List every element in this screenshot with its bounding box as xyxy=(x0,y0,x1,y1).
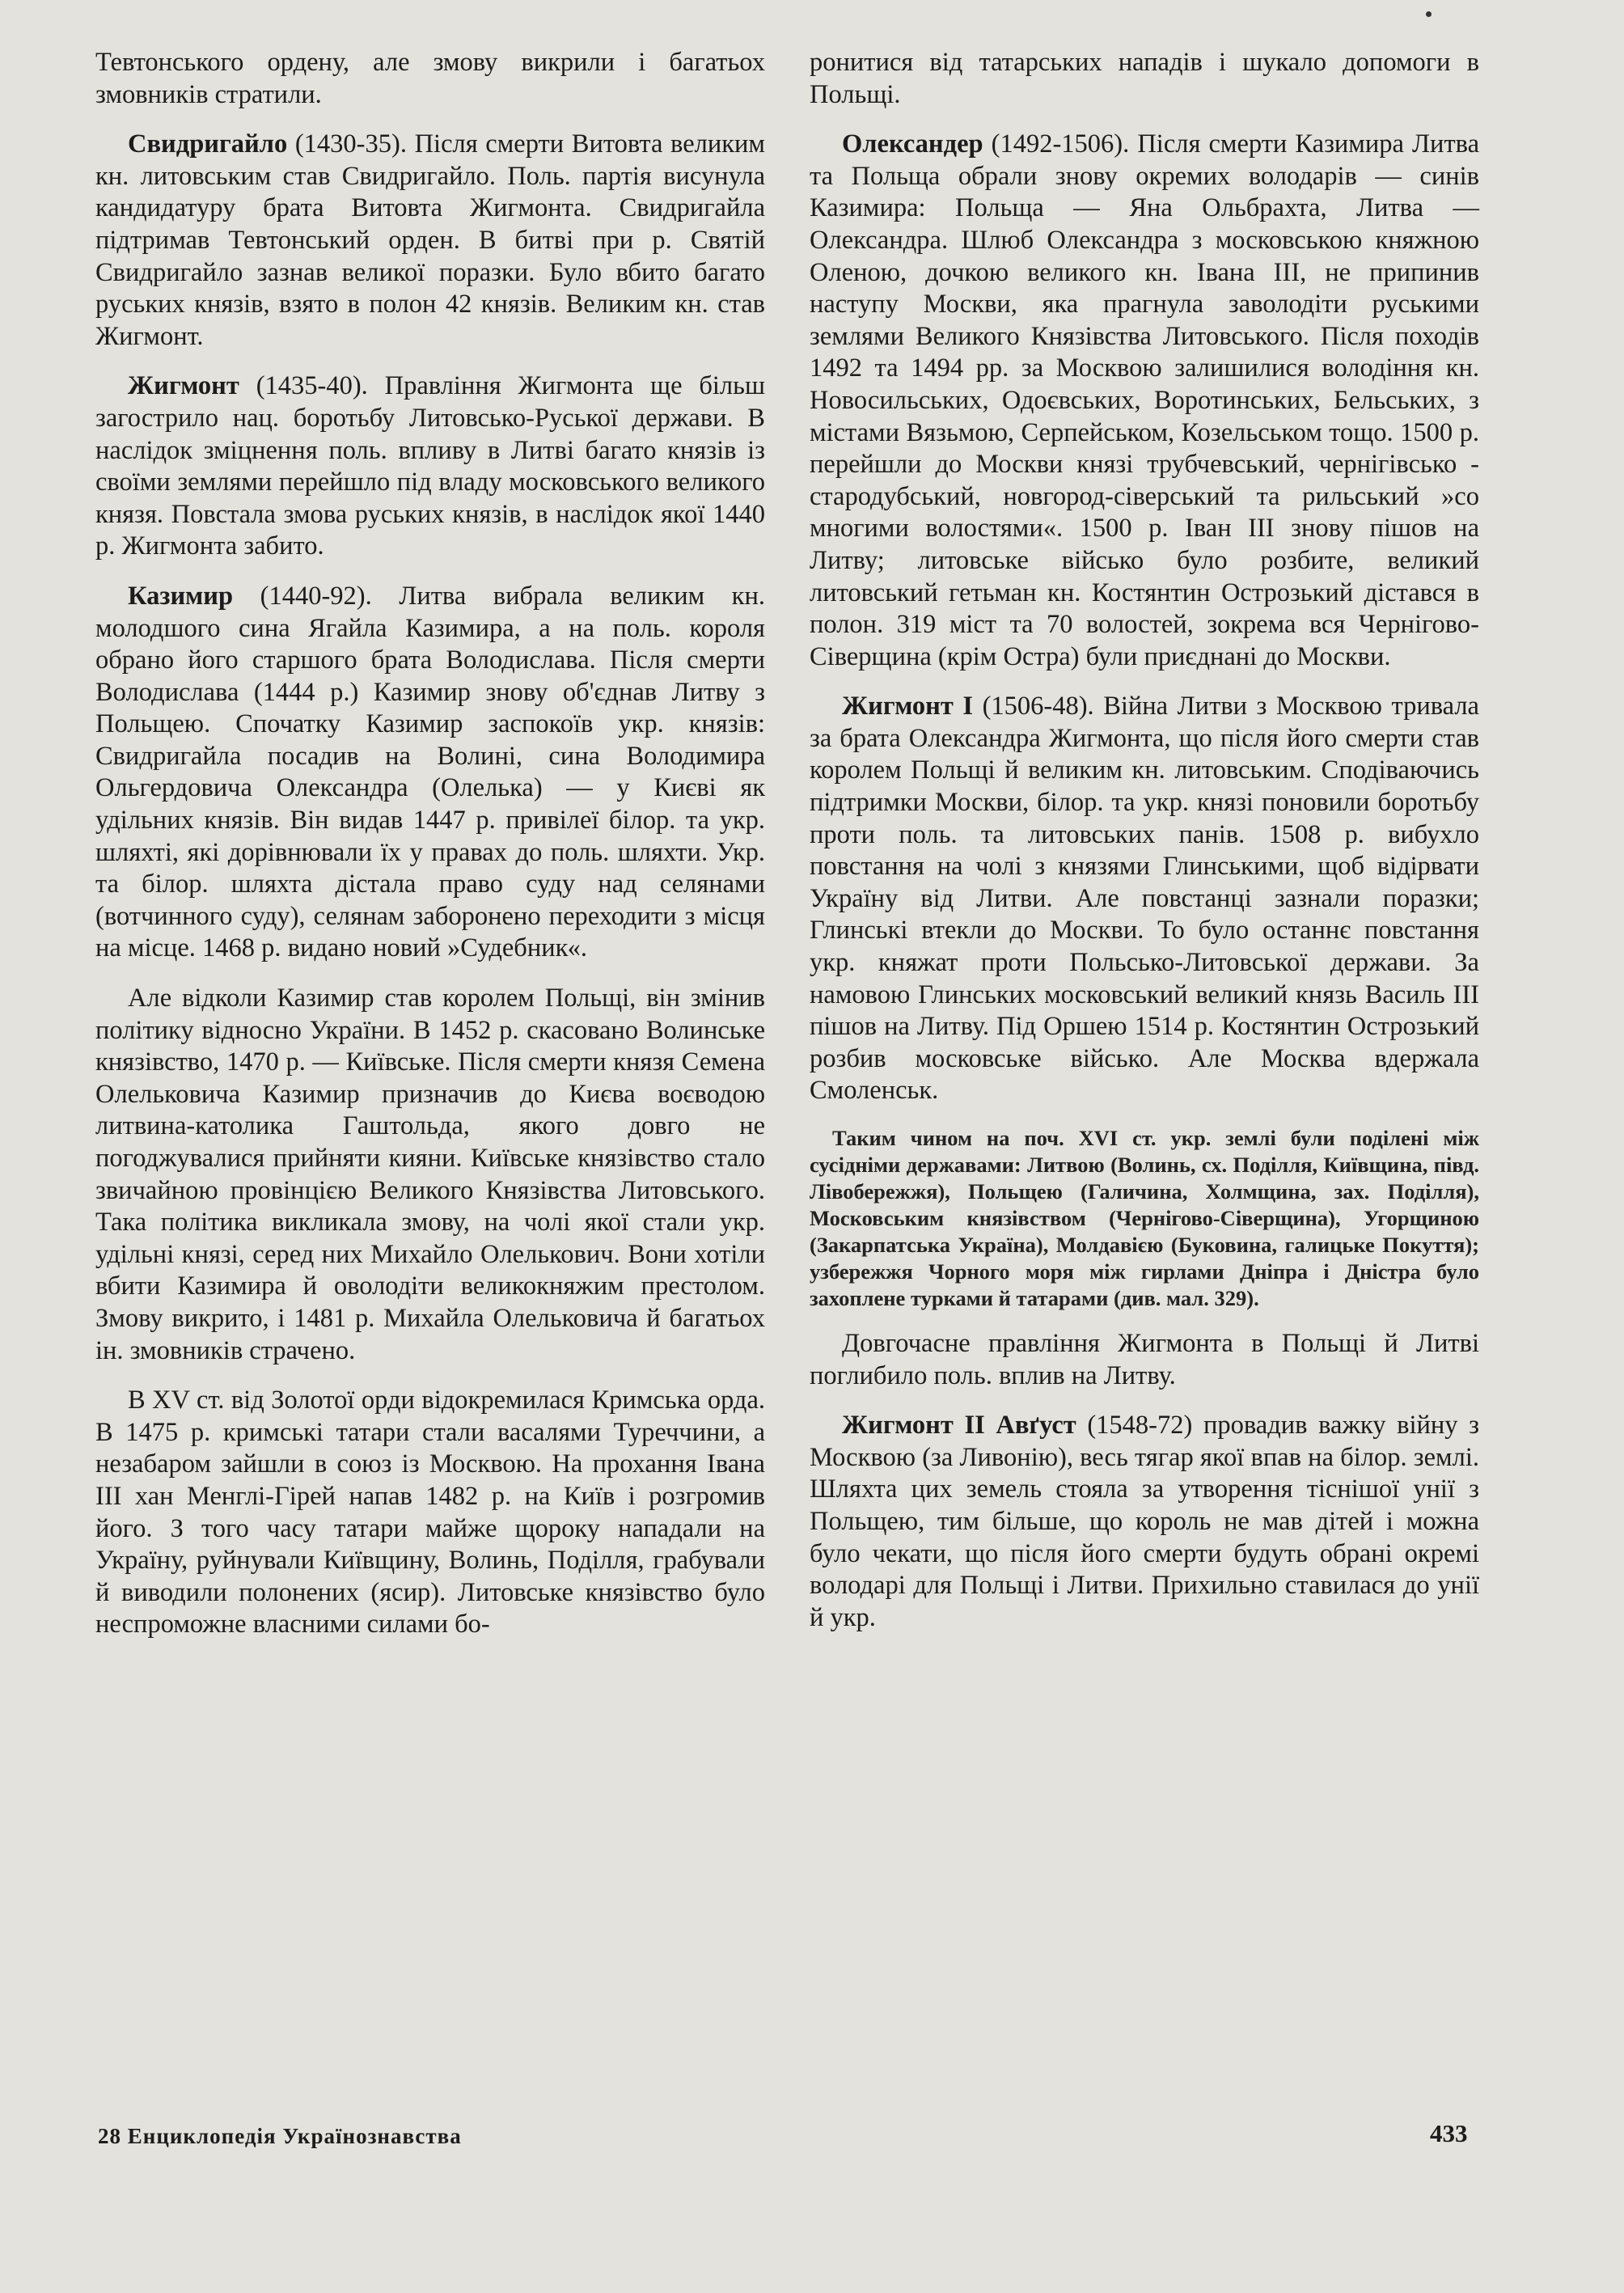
entry-body: (1440-92). Литва вибрала великим кн. молодшого сина Ягайла Казимира, а на поль. короля обрано його старшого брата Володислава. Після смерти Володислава (1444 р.) Казимир знову об'єднав Литву з Польщею. Спочатку Казимир заспокоїв укр. князів: Свидригайла посадив на Волині, сина Володимира Ольгердовича Олександра (Олелька) — у Києві як удільних князів. Він видав 1447 р. привілеї білор. та укр. шляхті, які дорівнювали їх у правах до поль. шляхти. Укр. та білор. шляхта дістала право суду над селянами (вотчинного суду), селянам заборонено переходити з місця на місце. 1468 р. видано новий »Судебник«. xyxy=(95,581,765,963)
entry-heading: Жигмонт II Авґуст xyxy=(842,1411,1076,1441)
paragraph: ронитися від татарських нападів і шукало допомоги в Польщі. xyxy=(810,48,1479,109)
entry-body: (1435-40). Правління Жигмонта ще більш загострило нац. боротьбу Литовсько-Руської держави. В наслідок зміцнення поль. впливу в Литві багато князів із своїми землями перейшло під владу московського великого князя. Повстала змова руських князів, в наслідок якої 1440 р. Жигмонта забито. xyxy=(95,371,765,561)
page-number: 433 xyxy=(1430,2119,1468,2147)
paragraph: В XV ст. від Золотої орди відокремилася Кримська орда. В 1475 р. кримські татари стали васалями Туреччини, а незабаром зайшли в союз із Москвою. На прохання Івана III хан Менглі-Гірей напав 1482 р. на Київ і розгромив його. З того часу татари майже щороку нападали на Україну, руйнували Київщину, Волинь, Поділля, грабували й виводили полонених (ясир). Литовське князівство було неспроможне власними силами бо- xyxy=(95,1386,765,1639)
entry-body: (1506-48). Війна Литви з Москвою тривала за брата Олександра Жигмонта, що після його смерти став королем Польщі й великим кн. литовським. Сподіваючись підтримки Москви, білор. та укр. князі поновили боротьбу проти поль. та литовських панів. 1508 р. вибухло повстання на чолі з князями Глинськими, щоб відірвати Україну від Литви. Але повстанці зазнали поразки; Глинські втекли до Москви. То було останнє повстання укр. княжат проти Польсько-Литовської держави. За намовою Глинських московський великий князь Василь III пішов на Литву. Під Оршею 1514 р. Костянтин Острозький розбив московське військо. Але Москва вдержала Смоленськ. xyxy=(810,692,1479,1106)
entry-heading: Казимир xyxy=(128,581,234,611)
paragraph: Тевтонського ордену, але змову викрили і багатьох змовників стратили. xyxy=(95,48,765,109)
entry-body: (1430-35). Після смерти Витовта великим кн. литовським став Свидригайло. Поль. партія висунула кандидатуру брата Витовта Жигмонта. Свидригайла підтримав Тевтонський орден. В битві при р. Святій Свидригайло зазнав великої поразки. Було вбито багато руських князів, взято в полон 42 князів. Великим кн. став Жигмонт. xyxy=(95,129,765,351)
paragraph-zhyhmont xyxy=(95,370,765,563)
footer-signature: 28 Енциклопедія Українознавства xyxy=(98,2124,462,2148)
entry-heading: Жигмонт I xyxy=(842,692,974,721)
paragraph: Але відколи Казимир став королем Польщі, він змінив політику відносно України. В 1452 р. скасовано Волинське князівство, 1470 р. — Київське. Після смерти князя Семена Олельковича Казимир призначив до Києва воєводою литвина-католика Гаштольда, якого довго не погоджувалися прийняти кияни. Київське князівство стало звичайною провінцією Великого Князівства Литовського. Така політика викликала змову, на чолі якої стали укр. удільні князі, серед них Михайло Олелькович. Вони хотіли вбити Казимира й оволодіти великокняжим престолом. Змову викрито, і 1481 р. Михайла Олельковича й багатьох ін. змовників страчено. xyxy=(95,984,765,1365)
small-print-paragraph: Таким чином на поч. XVI ст. укр. землі були поділені між сусідніми державами: Литвою (Волинь, сх. Поділля, Київщина, півд. Лівобережжя), Польщею (Галичина, Холмщина, зах. Поділля), Московським князівством (Чернігово-Сіверщина), Угорщиною (Закарпатська Україна), Молдавією (Буковина, галицьке Покуття); узбережжя Чорного моря між гирлами Дніпра і Дністра було захоплене турками й татарами (див. мал. 329). xyxy=(810,1126,1479,1310)
paragraph-kazymyr xyxy=(95,581,765,965)
paragraph-svydryhailo xyxy=(95,129,765,353)
left-text-column xyxy=(95,47,765,1641)
paragraph-oleksander xyxy=(810,129,1479,673)
entry-heading: Жигмонт xyxy=(128,371,239,401)
right-text-column xyxy=(810,47,1479,1634)
entry-heading: Олександер xyxy=(842,129,983,159)
entry-body: (1492-1506). Після смерти Казимира Литва та Польща обрали знову окремих володарів — синів Казимира: Польща — Яна Ольбрахта, Литва — Олександра. Шлюб Олександра з московською княжною Оленою, дочкою великого кн. Івана III, не припинив наступу Москви, яка прагнула заволодіти руськими землями Великого Князівства Литовського. Після походів 1492 та 1494 рр. за Москвою залишилися володіння кн. Новосильських, Одоєвських, Воротинських, Бельських, з містами Вязьмою, Серпейськом, Козельськом тощо. 1500 р. перейшли до Москви князі трубчевський, чернігівсько - стародубський, новгород-сіверський та рильський »со многими волостями«. 1500 р. Іван III знову пішов на Литву; литовське військо було розбите, великий литовський гетьман кн. Костянтин Острозький дістався в полон. 319 міст та 70 волостей, зокрема вся Чернігово-Сіверщина (крім Остра) були приєднані до Москви. xyxy=(810,129,1479,671)
entry-heading: Свидригайло xyxy=(128,129,288,159)
paragraph: Довгочасне правління Жигмонта в Польщі й Литві поглибило поль. вплив на Литву. xyxy=(810,1329,1479,1390)
paragraph-zhyhmont-1 xyxy=(810,691,1479,1107)
entry-body: (1548-72) провадив важку війну з Москвою (за Ливонію), весь тягар якої впав на білор. землі. Шляхта цих земель стояла за утворення тіснішої унії з Польщею, тим більше, що король не мав дітей і можна було чекати, що після його смерти будуть обрані окремі володарі для Польщі і Литви. Прихильно ставилася до унії й укр. xyxy=(810,1411,1479,1632)
paragraph-zhyhmont-2 xyxy=(810,1410,1479,1634)
print-speck xyxy=(1426,11,1432,17)
